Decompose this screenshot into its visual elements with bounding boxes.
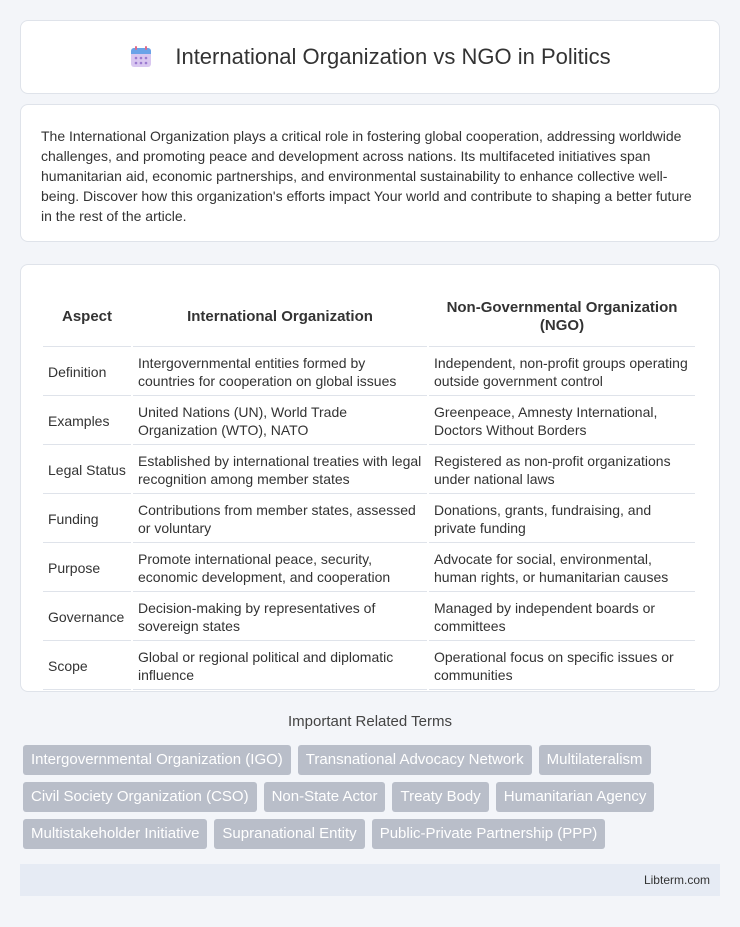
row-ngo-value: Registered as non-profit organizations under national laws (429, 447, 695, 494)
header-ngo: Non-Governmental Organization (NGO) (429, 287, 695, 347)
row-io-value: United Nations (UN), World Trade Organization (WTO), NATO (133, 398, 427, 445)
related-term-tag[interactable]: Supranational Entity (214, 819, 364, 849)
page-title: International Organization vs NGO in Politics (175, 44, 611, 69)
row-aspect: Scope (43, 643, 131, 690)
related-term-tag[interactable]: Transnational Advocacy Network (298, 745, 532, 775)
row-aspect: Definition (43, 349, 131, 396)
row-ngo-value: Advocate for social, environmental, human rights, or humanitarian causes (429, 545, 695, 592)
row-io-value: Global or regional political and diplomatic influence (133, 643, 427, 690)
related-term-tag[interactable]: Intergovernmental Organization (IGO) (23, 745, 291, 775)
related-term-tag[interactable]: Multistakeholder Initiative (23, 819, 207, 849)
table-header-row (43, 287, 695, 347)
row-ngo-value: Managed by independent boards or committees (429, 594, 695, 641)
related-term-tag[interactable]: Multilateralism (539, 745, 651, 775)
table-row (43, 496, 695, 543)
row-io-value: Decision-making by representatives of sovereign states (133, 594, 427, 641)
row-ngo-value: Donations, grants, fundraising, and private funding (429, 496, 695, 543)
header-international-organization: International Organization (133, 287, 427, 347)
table-row (43, 349, 695, 396)
row-aspect: Legal Status (43, 447, 131, 494)
table-row (43, 594, 695, 641)
calendar-icon (129, 45, 153, 69)
intro-card (20, 104, 720, 242)
row-ngo-value: Operational focus on specific issues or communities (429, 643, 695, 690)
table-row (43, 398, 695, 445)
comparison-card (20, 264, 720, 692)
table-row (43, 447, 695, 494)
footer-site-link[interactable]: Libterm.com (643, 873, 710, 887)
table-row (43, 643, 695, 690)
row-aspect: Examples (43, 398, 131, 445)
row-io-value: Promote international peace, security, economic development, and cooperation (133, 545, 427, 592)
header-aspect: Aspect (43, 287, 131, 347)
row-ngo-value: Greenpeace, Amnesty International, Doctors Without Borders (429, 398, 695, 445)
table-row (43, 545, 695, 592)
title-card (20, 20, 720, 94)
row-io-value: Established by international treaties with legal recognition among member states (133, 447, 427, 494)
related-term-tag[interactable]: Treaty Body (392, 782, 488, 812)
footer (20, 864, 720, 896)
related-term-tag[interactable]: Humanitarian Agency (496, 782, 655, 812)
related-term-tag[interactable]: Public-Private Partnership (PPP) (372, 819, 606, 849)
related-terms-heading: Important Related Terms (288, 713, 452, 730)
row-io-value: Contributions from member states, assessed or voluntary (133, 496, 427, 543)
related-terms-list (23, 745, 723, 849)
row-aspect: Purpose (43, 545, 131, 592)
row-aspect: Funding (43, 496, 131, 543)
intro-text: The International Organization plays a critical role in fostering global cooperation, addressing worldwide challenges, and promoting peace and development across nations. Its multifaceted initiatives span humanitarian aid, economic partnerships, and environmental sustainability to enhance collective well-being. Discover how this organization's efforts impact Your world and contribute to shaping a better future in the rest of the article. (41, 128, 692, 224)
related-term-tag[interactable]: Civil Society Organization (CSO) (23, 782, 257, 812)
row-aspect: Governance (43, 594, 131, 641)
comparison-table (41, 285, 697, 692)
related-term-tag[interactable]: Non-State Actor (264, 782, 386, 812)
row-ngo-value: Independent, non-profit groups operating outside government control (429, 349, 695, 396)
row-io-value: Intergovernmental entities formed by countries for cooperation on global issues (133, 349, 427, 396)
